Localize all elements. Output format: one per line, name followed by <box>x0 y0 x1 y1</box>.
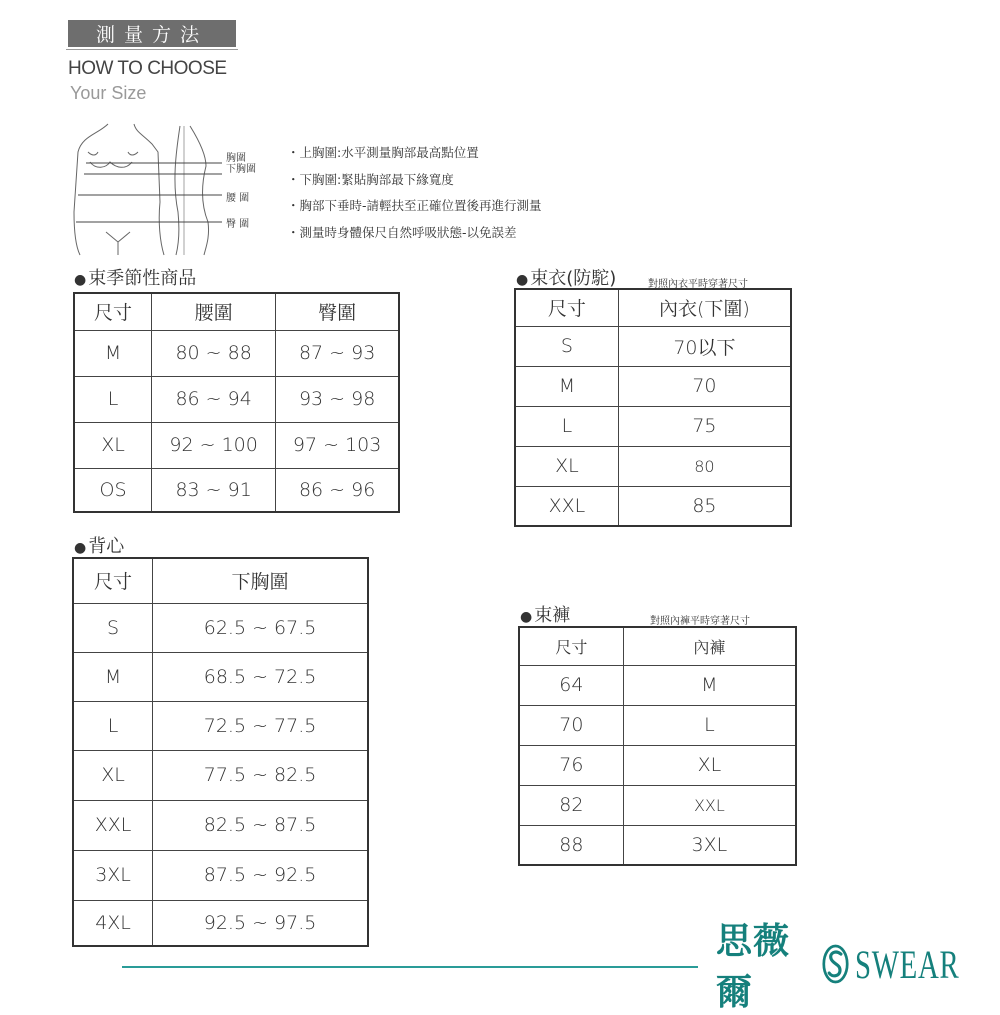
cell-size: M <box>515 366 618 406</box>
cell-waist-cm: 64 <box>519 665 623 705</box>
table-row <box>519 785 796 825</box>
diagram-label-hip: 臀 圍 <box>226 219 250 230</box>
cell-size: 3XL <box>73 850 153 900</box>
table-row <box>73 800 368 850</box>
cell-panty-size: 3XL <box>623 825 796 865</box>
header-bra-underbust: 內衣(下圍) <box>618 289 791 326</box>
brand-emblem-icon <box>822 942 849 986</box>
cell-size: L <box>73 701 153 750</box>
seasonal-section-label: ● 束季節性商品 <box>74 268 197 289</box>
table-row <box>515 326 791 366</box>
cell-underbust: 87.5 ~ 92.5 <box>153 850 368 900</box>
cell-size: XXL <box>515 486 618 526</box>
header-size: 尺寸 <box>73 558 153 603</box>
cell-waist-cm: 88 <box>519 825 623 865</box>
footer-divider <box>122 966 698 968</box>
vest-section-label: ● 背心 <box>74 536 125 557</box>
cell-underbust: 77.5 ~ 82.5 <box>153 750 368 800</box>
cell-size: 4XL <box>73 900 153 946</box>
table-row <box>73 603 368 652</box>
corset-note: 對照內衣平時穿著尺寸 <box>648 279 748 290</box>
cell-bra: 70 <box>618 366 791 406</box>
cell-panty-size: L <box>623 705 796 745</box>
diagram-label-underbust: 下胸圍 <box>226 164 256 175</box>
cell-hip: 86 ~ 96 <box>276 468 399 512</box>
cell-panty-size: XL <box>623 745 796 785</box>
table-row <box>519 825 796 865</box>
cell-size: M <box>73 652 153 701</box>
cell-waist: 92 ~ 100 <box>152 422 276 468</box>
how-to-choose-heading: HOW TO CHOOSE <box>68 58 227 79</box>
corset-section-label: ● 束衣(防駝) <box>516 268 617 289</box>
cell-underbust: 82.5 ~ 87.5 <box>153 800 368 850</box>
diagram-label-waist: 腰 圍 <box>226 193 250 204</box>
corset-size-table <box>514 288 792 527</box>
cell-waist: 80 ~ 88 <box>152 330 276 376</box>
table-row <box>519 705 796 745</box>
section-title: 測量方法 <box>68 20 236 47</box>
brand-logo <box>716 920 1000 1013</box>
cell-waist-cm: 82 <box>519 785 623 825</box>
cell-bra: 85 <box>618 486 791 526</box>
table-row <box>519 745 796 785</box>
table-row <box>515 486 791 526</box>
brand-name-en: SWEAR <box>855 941 960 987</box>
note-item: ・上胸圍:水平測量胸部最高點位置 <box>287 145 479 160</box>
table-row <box>515 406 791 446</box>
cell-underbust: 62.5 ~ 67.5 <box>153 603 368 652</box>
cell-waist: 86 ~ 94 <box>152 376 276 422</box>
table-row <box>515 446 791 486</box>
header-hip: 臀圍 <box>276 293 399 330</box>
cell-size: XXL <box>73 800 153 850</box>
pants-size-table <box>518 626 797 866</box>
pants-section-label: ● 束褲 <box>520 605 571 626</box>
table-row <box>74 330 399 376</box>
cell-panty-size: M <box>623 665 796 705</box>
table-row <box>515 366 791 406</box>
cell-hip: 93 ~ 98 <box>276 376 399 422</box>
table-row <box>74 376 399 422</box>
cell-waist: 83 ~ 91 <box>152 468 276 512</box>
cell-size: OS <box>74 468 152 512</box>
cell-underbust: 92.5 ~ 97.5 <box>153 900 368 946</box>
note-item: ・下胸圍:緊貼胸部最下緣寬度 <box>287 171 454 187</box>
table-row <box>74 468 399 512</box>
pants-note: 對照內褲平時穿著尺寸 <box>650 616 750 627</box>
cell-panty-size: XXL <box>623 785 796 825</box>
note-item: ・胸部下垂時-請輕扶至正確位置後再進行測量 <box>287 198 542 213</box>
header-size: 尺寸 <box>74 293 152 330</box>
header-panties: 內褲 <box>623 627 796 665</box>
cell-size: XL <box>515 446 618 486</box>
header-size: 尺寸 <box>519 627 623 665</box>
header-waist: 腰圍 <box>152 293 276 330</box>
cell-size: XL <box>73 750 153 800</box>
vest-size-table <box>72 557 369 947</box>
table-row <box>74 422 399 468</box>
cell-bra: 75 <box>618 406 791 446</box>
cell-hip: 87 ~ 93 <box>276 330 399 376</box>
cell-size: S <box>515 326 618 366</box>
cell-size: XL <box>74 422 152 468</box>
table-row <box>73 850 368 900</box>
table-row <box>73 701 368 750</box>
header-underbust: 下胸圍 <box>153 558 368 603</box>
cell-underbust: 68.5 ~ 72.5 <box>153 652 368 701</box>
cell-bra: 70以下 <box>618 326 791 366</box>
table-row <box>73 750 368 800</box>
seasonal-size-table <box>73 292 400 513</box>
table-row <box>519 665 796 705</box>
cell-waist-cm: 76 <box>519 745 623 785</box>
measurement-notes <box>287 140 542 246</box>
cell-size: S <box>73 603 153 652</box>
table-row <box>73 652 368 701</box>
cell-size: L <box>74 376 152 422</box>
header-size: 尺寸 <box>515 289 618 326</box>
diagram-label-chest: 胸圍 <box>226 153 246 164</box>
table-row <box>73 900 368 946</box>
cell-hip: 97 ~ 103 <box>276 422 399 468</box>
note-item: ・測量時身體保尺自然呼吸狀態-以免誤差 <box>287 224 517 240</box>
cell-underbust: 72.5 ~ 77.5 <box>153 701 368 750</box>
brand-name-cn: 思薇爾 <box>716 920 791 1013</box>
your-size-subheading: Your Size <box>70 83 147 103</box>
cell-waist-cm: 70 <box>519 705 623 745</box>
cell-size: M <box>74 330 152 376</box>
cell-bra: 80 <box>618 446 791 486</box>
cell-size: L <box>515 406 618 446</box>
